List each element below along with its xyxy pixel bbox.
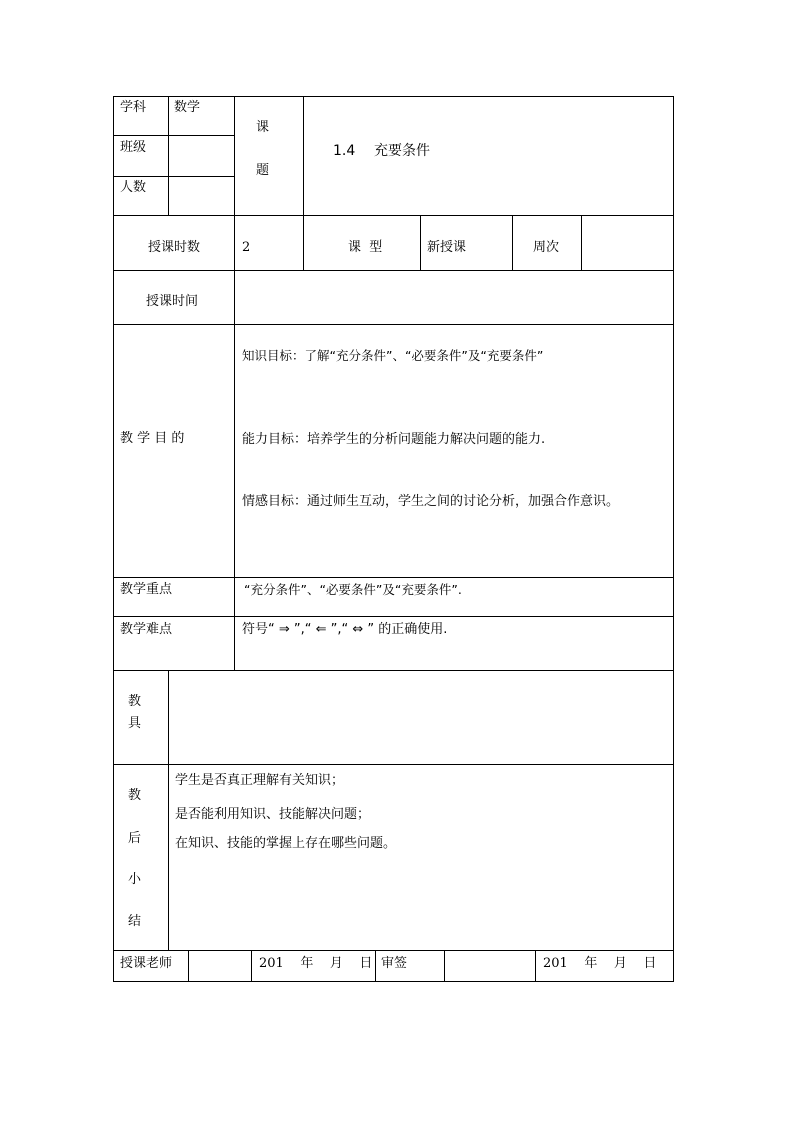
row-sep-5 [113,616,674,617]
label-col-narrow [168,670,169,951]
header-divider-2 [113,176,235,177]
summary-line-1: 学生是否真正理解有关知识； [175,773,345,788]
hours-col-1 [234,215,235,271]
label-col [234,270,235,671]
hours-col-4 [512,215,513,271]
border-left [113,96,114,982]
type-label: 课 型 [348,240,383,255]
hours-col-5 [581,215,582,271]
week-label: 周次 [533,240,560,255]
summary-label-2: 后 [128,831,142,846]
tools-label-1: 教 [128,694,142,709]
row-sep-8 [113,950,674,951]
border-right [673,96,674,982]
summary-label-1: 教 [128,788,142,803]
type-value: 新授课 [427,240,467,255]
row-sep-7 [113,764,674,765]
summary-label-3: 小 [128,872,142,887]
difficulty-label: 教学难点 [120,622,173,637]
hours-col-2 [303,215,304,271]
row-sep-4 [113,577,674,578]
date-2: 201 年 月 日 [543,956,657,971]
footer-col-3 [375,950,376,982]
objective-ability: 能力目标：培养学生的分析问题能力解决问题的能力. [242,432,546,447]
footer-col-4 [444,950,445,982]
key-point-label: 教学重点 [120,582,173,597]
subject-label: 学科 [120,100,147,115]
time-label: 授课时间 [146,294,199,309]
summary-label-4: 结 [128,914,142,929]
count-label: 人数 [120,180,147,195]
teacher-label: 授课老师 [120,956,173,971]
row-sep-2 [113,270,674,271]
hours-value: 2 [242,240,251,255]
topic-number: 1.4 [333,143,356,159]
footer-col-2 [251,950,252,982]
difficulty-value: 符号“ ⇒ ”,“ ⇐ ”,“ ⇔ ” 的正确使用. [242,622,448,637]
row-sep-1 [113,215,674,216]
key-point-value: “充分条件”、“必要条件”及“充要条件”. [244,582,462,597]
topic-label-1: 课 [256,120,270,135]
header-col-1 [168,96,169,216]
subject-value: 数学 [174,100,201,115]
summary-line-2: 是否能利用知识、技能解决问题； [175,807,371,822]
objective-knowledge: 知识目标：了解“充分条件”、“必要条件”及“充要条件” [242,348,544,363]
footer-col-5 [535,950,536,982]
border-bottom [113,981,674,982]
objectives-label: 教 学 目 的 [120,431,185,446]
class-label: 班级 [120,140,147,155]
hours-label: 授课时数 [148,240,201,255]
topic-label-2: 题 [256,163,270,178]
header-divider-1 [113,135,235,136]
objective-emotion: 情感目标：通过师生互动，学生之间的讨论分析，加强合作意识。 [242,494,620,509]
review-label: 审签 [381,956,408,971]
header-col-2 [234,96,235,216]
date-1: 201 年 月 日 [259,956,373,971]
row-sep-3 [113,324,674,325]
footer-col-1 [188,950,189,982]
summary-line-3: 在知识、技能的掌握上存在哪些问题。 [175,836,397,851]
border-top [113,96,674,97]
hours-col-3 [420,215,421,271]
header-col-3 [303,96,304,216]
tools-label-2: 具 [128,716,142,731]
row-sep-6 [113,670,674,671]
topic-title: 充要条件 [374,143,430,159]
